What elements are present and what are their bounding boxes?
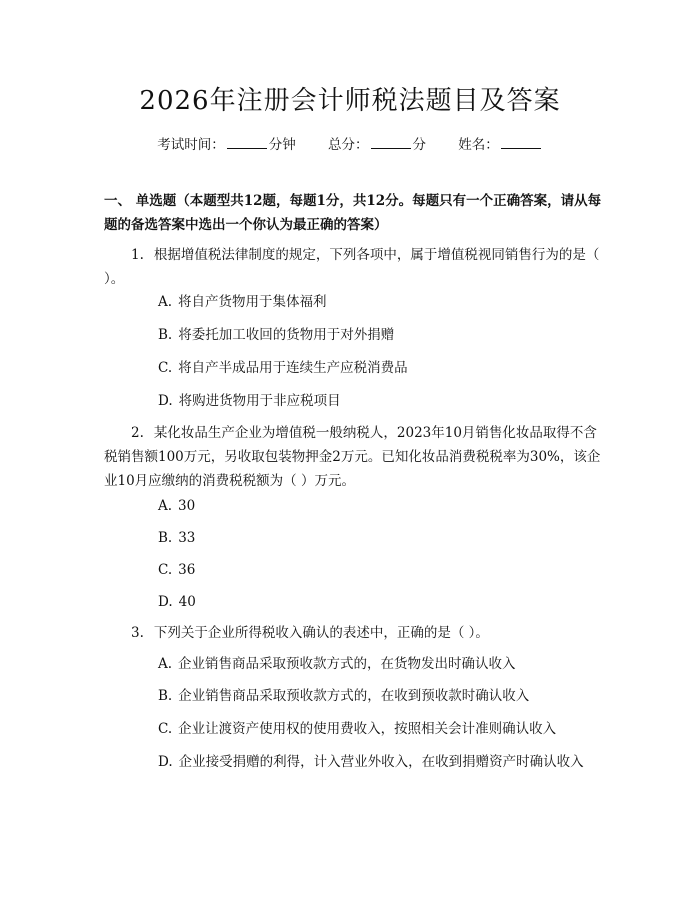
section-heading: 一、 单选题（本题型共12题，每题1分，共12分。每题只有一个正确答案，请从每题的备选答案中选出一个你认为最正确的答案）	[104, 193, 602, 233]
option-letter: C.	[158, 562, 173, 578]
exam-time-label: 考试时间：	[157, 137, 225, 153]
option-text: 将购进货物用于非应税项目	[178, 393, 341, 409]
option-letter: D.	[158, 393, 173, 409]
option-text: 将自产半成品用于连续生产应税消费品	[178, 360, 408, 376]
option-text: 40	[178, 594, 196, 610]
total-score-field	[328, 137, 430, 153]
option-letter: B.	[158, 327, 173, 343]
option-letter: D.	[158, 594, 173, 610]
option-text: 企业让渡资产使用权的使用费收入，按照相关会计准则确认收入	[178, 721, 557, 737]
question-3	[104, 621, 604, 645]
document-title: 2026年注册会计师税法题目及答案	[139, 86, 561, 116]
question-number: 1.	[131, 247, 144, 263]
question-text: 某化妆品生产企业为增值税一般纳税人，2023年10月销售化妆品取得不含税销售额100万元，另收取包装物押金2万元。已知化妆品消费税税率为30%，该企业10月应缴纳的消费税税额为（ ）万元。	[104, 425, 601, 489]
option-2c	[158, 560, 618, 580]
option-3c	[158, 719, 618, 739]
option-letter: A.	[158, 656, 173, 672]
option-1c	[158, 358, 618, 378]
question-1	[104, 243, 604, 291]
exam-time-unit: 分钟	[268, 137, 296, 153]
name-blank	[501, 138, 541, 149]
option-letter: B.	[158, 688, 173, 704]
option-2a	[158, 496, 618, 516]
total-score-unit: 分	[412, 137, 426, 153]
name-label: 姓名：	[458, 137, 499, 153]
option-text: 33	[178, 530, 196, 546]
option-2b	[158, 528, 618, 548]
option-text: 企业接受捐赠的利得，计入营业外收入，在收到捐赠资产时确认收入	[178, 754, 584, 770]
option-letter: A.	[158, 294, 173, 310]
question-text: 下列关于企业所得税收入确认的表述中，正确的是（ ）。	[153, 625, 489, 641]
question-2	[104, 421, 604, 493]
option-letter: D.	[158, 754, 173, 770]
option-1a	[158, 292, 618, 312]
option-text: 将委托加工收回的货物用于对外捐赠	[178, 327, 395, 343]
option-2d	[158, 592, 618, 612]
option-text: 将自产货物用于集体福利	[178, 294, 327, 310]
option-3a	[158, 654, 618, 674]
option-letter: C.	[158, 360, 173, 376]
total-score-label: 总分：	[328, 137, 369, 153]
question-text: 根据增值税法律制度的规定，下列各项中，属于增值税视同销售行为的是（ ）。	[104, 247, 600, 287]
option-letter: A.	[158, 498, 173, 514]
exam-meta-line	[0, 133, 700, 153]
question-number: 3.	[131, 625, 144, 641]
name-field	[458, 137, 543, 153]
option-letter: C.	[158, 721, 173, 737]
exam-time-blank	[227, 138, 267, 149]
option-1d	[158, 391, 618, 411]
option-text: 30	[178, 498, 196, 514]
option-3b	[158, 686, 618, 706]
total-score-blank	[371, 138, 411, 149]
option-text: 企业销售商品采取预收款方式的，在收到预收款时确认收入	[178, 688, 530, 704]
option-text: 企业销售商品采取预收款方式的，在货物发出时确认收入	[178, 656, 516, 672]
option-1b	[158, 325, 618, 345]
option-letter: B.	[158, 530, 173, 546]
option-text: 36	[178, 562, 196, 578]
question-number: 2.	[131, 425, 144, 441]
option-3d	[158, 752, 618, 772]
exam-time-field	[157, 137, 300, 153]
